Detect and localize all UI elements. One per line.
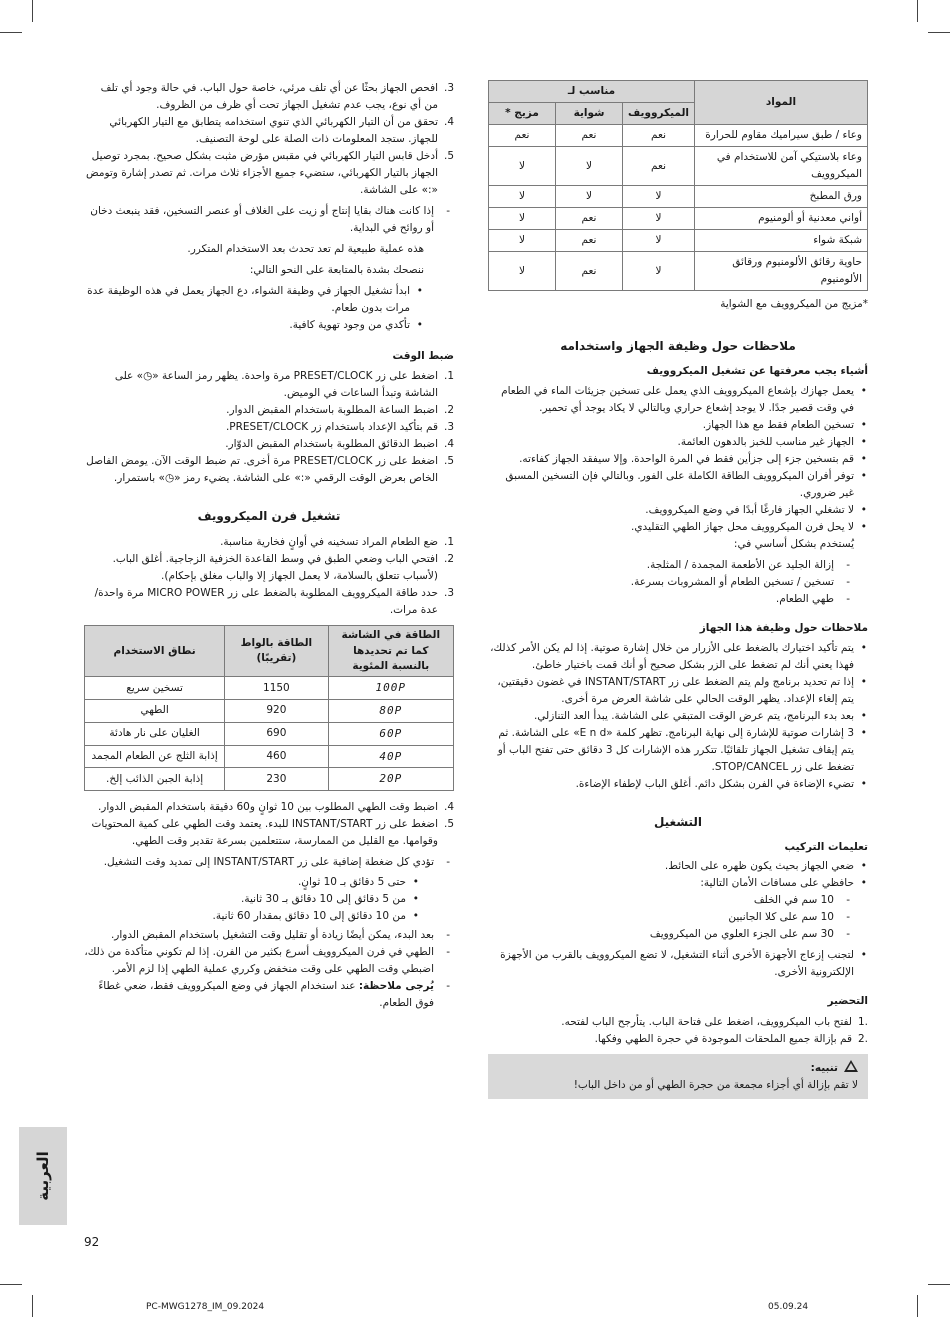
list-item: - تسخين / تسخين الطعام أو المشروبات بسرعة. [488, 574, 854, 591]
print-date: 05.09.24 [768, 1302, 809, 1312]
press-note [84, 854, 454, 871]
warning-text: لا تقم بإزالة أي أجزاء مجمعة من حجرة الطهي أو من داخل الباب! [573, 1078, 858, 1091]
combi-cell: نعم [489, 125, 556, 147]
list-item: • من 5 دقائق إلى 10 دقائق بـ 30 ثانية. [84, 891, 420, 908]
list-item: 5. أدخل قابس التيار الكهربائي في مقبس مؤرض مثبت بشكل صحيح. بمجرد توصيل الجهاز بالتيار الكهربائي، ستضيء جميع الأجزاء ثلاث مرات. ثم تصدر إشارة وتومض «:» على الشاشة. [85, 150, 454, 196]
crop-mark [0, 1284, 22, 1285]
function-heading: ملاحظات حول وظيفة هذا الجهاز [699, 622, 868, 635]
list-item: • قم بتسخين جزء إلى جزأين فقط في المرة الواحدة. وإلا سيفقد الجهاز كفاءته. [488, 451, 868, 468]
watts-cell: 920 [225, 699, 328, 722]
material-label: ورق المطبخ [695, 186, 868, 208]
list-item: - إذا كانت هناك بقايا إنتاج أو زيت على الغلاف أو عنصر التسخين، فقد ينبعث دخان أو روائح في البداية. [84, 203, 454, 237]
combi-cell: لا [489, 208, 556, 230]
table-row [85, 768, 454, 791]
notes-heading: ملاحظات حول وظيفة الجهاز واستخدامه [560, 339, 796, 353]
table-row [85, 677, 454, 700]
grill-cell: نعم [556, 208, 623, 230]
microwave-cell: لا [623, 208, 695, 230]
crop-mark [32, 0, 33, 22]
after-notes [84, 927, 454, 1012]
crop-mark [0, 32, 22, 33]
list-item: 1. ضع الطعام المراد تسخينه في أوانٍ فخارية مناسبة. [220, 536, 454, 549]
list-item: • لا يحل فرن الميكروويف محل جهاز الطهي التقليدي. [488, 519, 868, 536]
table-row [489, 230, 868, 252]
list-item: - 10 سم على كلا الجانبين [488, 909, 854, 926]
microwave-cell: لا [623, 186, 695, 208]
grill-cell: نعم [556, 230, 623, 252]
microwave-heading: تشغيل فرن الميكروويف [197, 509, 341, 523]
language-tab [19, 1127, 67, 1225]
list-item: 4. اضبط وقت الطهي المطلوب بين 10 ثوانٍ و60 دقيقة باستخدام المقبض الدوار. [97, 801, 454, 814]
list-item: - تؤدي كل ضغطة إضافية على زر INSTANT/START إلى تمديد وقت التشغيل. [84, 854, 454, 871]
list-item: 5. اضغط على زر INSTANT/START للبدء. يعتمد وقت الطهي على كمية المحتويات وقوامها. مع القليل من الممارسة، ستتعلمين بسرعة تقدير وقت الطهي. [91, 818, 454, 848]
list-item: • تضيء الإضاءة في الفرن بشكل دائم. أغلق الباب لإطفاء الإضاءة. [488, 776, 868, 793]
list-item: • يعمل جهازك بإشعاع الميكروويف الذي يعمل على تسخين جزيئات الماء في الطعام في وقت قصير جدًا. لا يوجد إشعاع حراري وبالتالي لا يكاد يوجد أي تحمير. [488, 383, 868, 417]
table-footnote: *مزيج من الميكروويف مع الشواية [720, 298, 868, 310]
material-label: حاوية رقائق الألومنيوم ورقائق الألومنيوم [695, 252, 868, 291]
natural-note: هذه عملية طبيعية لم تعد تحدث بعد الاستخدام المتكرر. [187, 243, 424, 255]
range-cell: تسخين سريع [85, 677, 225, 700]
table-row [489, 125, 868, 147]
list-item: • حافظي على مسافات الأمان التالية: [488, 875, 868, 892]
combi-cell: لا [489, 147, 556, 186]
microwave-steps-2 [84, 799, 454, 850]
basic-use-list [488, 557, 868, 608]
table-row [85, 699, 454, 722]
warning-title: تنبيه: [810, 1061, 838, 1074]
microwave-cell: لا [623, 230, 695, 252]
preparation-steps [488, 1014, 868, 1048]
list-item: .1 لفتح باب الميكروويف، اضغط على فتاحة الباب. يتأرجح الباب لفتحه. [561, 1015, 868, 1028]
list-item: • 3 إشارات صوتية للإشارة إلى نهاية البرنامج. تظهر كلمة «E n d» على الشاشة. ثم يتم إيقاف تشغيل الجهاز تلقائيًا. تتكرر هذه الإشارات كل 3 دقائق حتى تفتح الباب أو تضغط على زر STOP/CANCEL. [488, 725, 868, 776]
combi-cell: لا [489, 252, 556, 291]
list-item: 5. اضغط على زر PRESET/CLOCK مرة أخرى. تم ضبط الوقت الآن. يومض الفاصل الخاص بعرض الوقت الرقمي «:» على الشاشة. يضيء رمز «◷» باستمرار. [86, 455, 454, 484]
list-item: 1. اضغط على زر PRESET/CLOCK مرة واحدة. يظهر رمز الساعة «◷» على الشاشة وتبدأ الساعات في الوميض. [114, 370, 454, 399]
display-cell: 60P [328, 722, 453, 745]
list-item: - 30 سم على الجزء العلوي من الميكروويف [488, 926, 854, 943]
clock-steps [84, 368, 454, 487]
table-row [85, 722, 454, 745]
list-item: • حتى 5 دقائق بـ 10 ثوانٍ. [84, 874, 420, 891]
list-item: 3. قم بتأكيد الإعداد باستخدام زر PRESET/CLOCK. [225, 421, 454, 433]
material-label: وعاء / طبق سيراميك مقاوم للحرارة [695, 125, 868, 147]
list-item: • من 10 دقائق إلى 10 دقائق بمقدار 60 ثانية. [84, 908, 420, 925]
material-label: أواني معدنية أو ألومنيوم [695, 208, 868, 230]
list-item: 3. افحص الجهاز بحثًا عن أي تلف مرئي، خاصة حول الباب. في حالة وجود أي تلف من أي نوع، يجب عدم تشغيل الجهاز تحت أي ظرف من الظروف. [100, 82, 454, 111]
advice-intro: ننصحك بشدة بالمتابعة على النحو التالي: [249, 264, 424, 276]
watts-header: الطاقة بالواط (تقريبًا) [225, 626, 328, 677]
display-cell: 80P [328, 699, 453, 722]
things-list [488, 383, 868, 536]
model-code: PC-MWG1278_IM_09.2024 [146, 1302, 265, 1312]
setup-steps [84, 80, 454, 199]
combi-cell: لا [489, 186, 556, 208]
crop-mark [917, 0, 918, 22]
microwave-header: الميكروويف [623, 103, 695, 125]
list-item: 2. اضبط الساعة المطلوبة باستخدام المقبض الدوار. [226, 404, 454, 416]
display-cell: 100P [328, 677, 453, 700]
microwave-cell: نعم [623, 125, 695, 147]
microwave-cell: نعم [623, 147, 695, 186]
microwave-steps [84, 534, 454, 619]
watts-cell: 1150 [225, 677, 328, 700]
table-row [489, 208, 868, 230]
things-heading: أشياء يجب معرفتها عن تشغيل الميكروويف [646, 365, 868, 378]
list-item: • تسخين الطعام فقط مع هذا الجهاز. [488, 417, 868, 434]
list-item: 4. اضبط الدقائق المطلوبة باستخدام المقبض الدوّار. [225, 438, 454, 450]
list-item: • ضعي الجهاز بحيث يكون ظهره على الحائط. [488, 858, 868, 875]
press-items [84, 874, 454, 925]
list-item: 2. افتحي الباب وضعي الطبق في وسط القاعدة الخزفية الزجاجية. أغلق الباب. (لأسباب تتعلق بالسلامة، لا يعمل الجهاز إلا والباب مغلق بإحكام). [112, 553, 454, 583]
list-item: - بعد البدء، يمكن أيضًا زيادة أو تقليل وقت التشغيل باستخدام المقبض الدوار. [84, 927, 454, 944]
list-item: • تأكدي من وجود تهوية كافية. [84, 317, 424, 334]
list-item: - طهي الطعام. [488, 591, 854, 608]
power-table [84, 625, 454, 791]
list-item: • لا تشغلي الجهاز فارغًا أبدًا في وضع الميكروويف. [488, 502, 868, 519]
list-item: - يُرجى ملاحظة: عند استخدام الجهاز في وضع الميكروويف فقط، ضعي غطاءً فوق الطعام. [84, 978, 454, 1012]
range-cell: إذابة الجبن الذائب إلخ. [85, 768, 225, 791]
material-label: وعاء بلاستيكي آمن للاستخدام في الميكروويف [695, 147, 868, 186]
table-row [489, 186, 868, 208]
grill-header: شواية [556, 103, 623, 125]
crop-mark [917, 1295, 918, 1317]
page-number: 92 [84, 1235, 100, 1249]
right-column [488, 80, 868, 1099]
list-item: • ابدأ تشغيل الجهاز في وظيفة الشواء، دع الجهاز يعمل في هذه الوظيفة عدة مرات بدون طعام. [84, 283, 424, 317]
range-cell: الطهي [85, 699, 225, 722]
watts-cell: 230 [225, 768, 328, 791]
grill-cell: لا [556, 147, 623, 186]
crop-mark [32, 1295, 33, 1317]
display-cell: 40P [328, 745, 453, 768]
install-heading: تعليمات التركيب [784, 840, 868, 853]
range-header: نطاق الاستخدام [85, 626, 225, 677]
left-column [84, 80, 454, 1012]
range-cell: إذابة الثلج عن الطعام المجمد [85, 745, 225, 768]
grill-cell: لا [556, 186, 623, 208]
language-label: العربية [33, 1151, 52, 1201]
warning-box [488, 1054, 868, 1099]
list-item: • لتجنب إزعاج الأجهزة الأخرى أثناء التشغيل، لا تضع الميكروويف بالقرب من الأجهزة الإلكترونية الأخرى. [488, 947, 868, 981]
grill-cell: نعم [556, 125, 623, 147]
crop-mark [928, 1284, 950, 1285]
please-note-label: يُرجى ملاحظة: [358, 980, 434, 993]
material-label: شبكة شواء [695, 230, 868, 252]
list-item: • إذا تم تحديد برنامج ولم يتم الضغط على زر INSTANT/START في غضون دقيقتين، يتم إلغاء الإعداد. يظهر الوقت الحالي على شاشة العرض مرة أخرى. [488, 674, 868, 708]
smoke-note [84, 203, 454, 237]
combi-header: مزيج * [489, 103, 556, 125]
advice-list [84, 283, 454, 334]
clock-heading: ضبط الوقت [392, 350, 454, 362]
materials-table [488, 80, 868, 291]
table-row [489, 252, 868, 291]
distance-list [488, 892, 868, 943]
microwave-cell: لا [623, 252, 695, 291]
materials-header: المواد [695, 81, 868, 125]
crop-mark [928, 32, 950, 33]
list-item: • يتم تأكيد اختيارك بالضغط على الأزرار من خلال إشارة صوتية. إذا لم يكن الأمر كذلك، فهذا يعني أنك لم تضغط على الزر بشكل صحيح أو أنك قمت باختيار خاطئ. [488, 640, 868, 674]
display-cell: 20P [328, 768, 453, 791]
range-cell: الغليان على نار هادئة [85, 722, 225, 745]
table-row [489, 147, 868, 186]
basic-use-intro: يُستخدم بشكل أساسي في: [733, 538, 854, 551]
suitable-for-header: مناسب لـ [489, 81, 695, 103]
install-list-2 [488, 947, 868, 981]
function-list [488, 640, 868, 793]
preparation-heading: التحضير [827, 994, 868, 1007]
list-item: - الطهي في فرن الميكروويف أسرع بكثير من الفرن. إذا لم تكوني متأكدة من ذلك، اضبطي وقت الطهي على وقت منخفض وكرري عملية الطهي إذا لزم الأمر. [84, 944, 454, 978]
display-header: الطاقة في الشاشة كما تم تحديدها بالنسبة المئوية [328, 626, 453, 677]
list-item: - إزالة الجليد عن الأطعمة المجمدة / المثلجة. [488, 557, 854, 574]
list-item: • توفر أفران الميكروويف الطاقة الكاملة على الفور. وبالتالي فإن التسخين المسبق غير ضروري. [488, 468, 868, 502]
install-list [488, 858, 868, 892]
table-row [85, 745, 454, 768]
operation-heading: التشغيل [653, 815, 703, 830]
list-item: • الجهاز غير مناسب للخبز بالدهون العائمة. [488, 434, 868, 451]
combi-cell: لا [489, 230, 556, 252]
list-item: - 10 سم في الخلف [488, 892, 854, 909]
list-item: • بعد بدء البرنامج، يتم عرض الوقت المتبقي على الشاشة. يبدأ العد التنازلي. [488, 708, 868, 725]
list-item: 4. تحقق من أن التيار الكهربائي الذي تنوي استخدامه يتطابق مع التيار الكهربائي للجهاز. ستجد المعلومات ذات الصلة على لوحة التصنيف. [109, 116, 454, 145]
list-item: .2 قم بإزالة جميع الملحقات الموجودة في حجرة الطهي وفكها. [594, 1032, 868, 1045]
watts-cell: 460 [225, 745, 328, 768]
grill-cell: نعم [556, 252, 623, 291]
list-item: 3. حدد طاقة الميكروويف المطلوبة بالضغط على زر MICRO POWER مرة واحدة/عدة مرات. [94, 587, 454, 617]
warning-triangle-icon [844, 1060, 858, 1072]
watts-cell: 690 [225, 722, 328, 745]
